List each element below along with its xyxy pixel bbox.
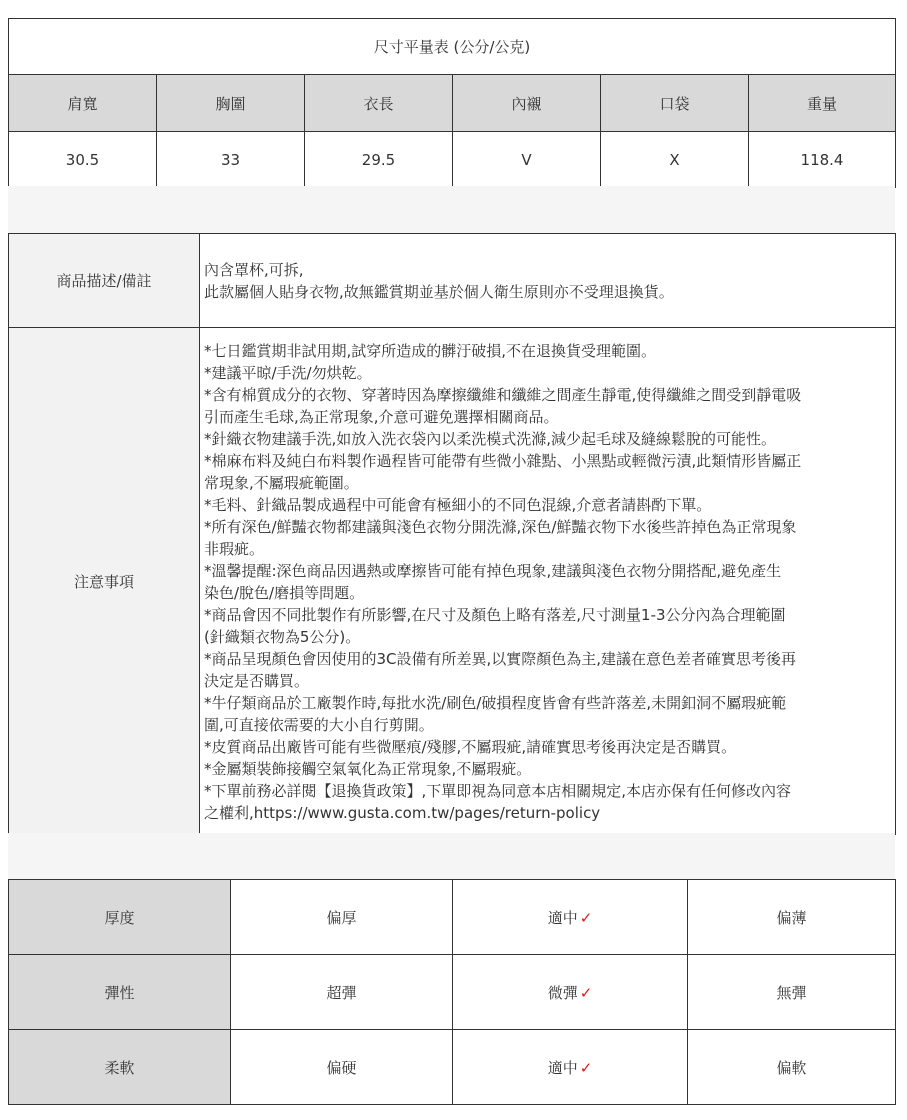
- feel-label: 彈性: [9, 955, 231, 1030]
- notice-line: *皮質商品出廠皆可能有些微壓痕/殘膠,不屬瑕疵,請確實思考後再決定是否購買。: [204, 738, 737, 756]
- notice-line: *牛仔類商品於工廠製作時,每批水洗/刷色/破損程度皆會有些許落差,未開釦洞不屬瑕疵範: [204, 694, 787, 712]
- header-length: 衣長: [305, 75, 453, 132]
- notice-line: *商品會因不同批製作有所影響,在尺寸及顏色上略有落差,尺寸測量1-3公分內為合理範圍: [204, 606, 786, 624]
- feel-option: 適中 ✓: [453, 1030, 688, 1105]
- value-pocket: X: [601, 132, 749, 188]
- feel-option: 偏薄: [688, 880, 896, 955]
- notice-label: 注意事項: [9, 328, 200, 835]
- feel-option: 微彈 ✓: [453, 955, 688, 1030]
- header-lining: 內襯: [453, 75, 601, 132]
- description-label: 商品描述/備註: [9, 234, 200, 328]
- description-table: [8, 233, 896, 835]
- value-lining: V: [453, 132, 601, 188]
- feel-option: 無彈: [688, 955, 896, 1030]
- notice-line: *商品呈現顏色會因使用的3C設備有所差異,以實際顏色為主,建議在意色差者確實思考後再: [204, 650, 797, 668]
- notice-line: *溫馨提醒:深色商品因遇熱或摩擦皆可能有掉色現象,建議與淺色衣物分開搭配,避免產生: [204, 562, 782, 580]
- notice-line: (針織類衣物為5公分)。: [204, 628, 361, 646]
- notice-line: 決定是否購買。: [204, 672, 310, 690]
- feel-row-thickness: [9, 880, 896, 955]
- feel-row-softness: [9, 1030, 896, 1105]
- size-table: [8, 18, 896, 188]
- notice-line: *棉麻布料及純白布料製作過程皆可能帶有些微小雜點、小黑點或輕微污漬,此類情形皆屬正: [204, 452, 802, 470]
- section-gap: [8, 186, 895, 233]
- feel-option: 超彈: [231, 955, 453, 1030]
- notice-line: *下單前務必詳閱【退換貨政策】,下單即視為同意本店相關規定,本店亦保有任何修改內容: [204, 782, 792, 800]
- feel-row-elasticity: [9, 955, 896, 1030]
- feel-label: 厚度: [9, 880, 231, 955]
- notice-line: 圍,可直接依需要的大小自行剪開。: [204, 716, 434, 734]
- description-line: 此款屬個人貼身衣物,故無鑑賞期並基於個人衛生原則亦不受理退換貨。: [204, 282, 674, 301]
- check-mark-icon: ✓: [579, 1058, 593, 1077]
- feel-option: 偏軟: [688, 1030, 896, 1105]
- header-pocket: 口袋: [601, 75, 749, 132]
- check-mark-icon: ✓: [579, 983, 593, 1002]
- notice-text: [200, 328, 896, 835]
- notice-line: 非瑕疵。: [204, 540, 265, 558]
- description-line: 內含罩杯,可拆,: [204, 260, 304, 279]
- description-text: [200, 234, 896, 328]
- fabric-feel-table: [8, 879, 896, 1105]
- header-chest: 胸圍: [157, 75, 305, 132]
- value-shoulder: 30.5: [9, 132, 157, 188]
- value-length: 29.5: [305, 132, 453, 188]
- notice-line: 染色/脫色/磨損等問題。: [204, 584, 365, 602]
- value-weight: 118.4: [749, 132, 896, 188]
- check-mark-icon: ✓: [579, 908, 593, 927]
- header-weight: 重量: [749, 75, 896, 132]
- notice-line: 常現象,不屬瑕疵範圍。: [204, 474, 359, 492]
- section-gap: [8, 833, 895, 879]
- notice-line: *含有棉質成分的衣物、穿著時因為摩擦纖維和纖維之間產生靜電,使得纖維之間受到靜電吸: [204, 386, 802, 404]
- feel-label: 柔軟: [9, 1030, 231, 1105]
- notice-line: *金屬類裝飾接觸空氣氧化為正常現象,不屬瑕疵。: [204, 760, 532, 778]
- value-chest: 33: [157, 132, 305, 188]
- feel-option: 適中 ✓: [453, 880, 688, 955]
- notice-line: *針織衣物建議手洗,如放入洗衣袋內以柔洗模式洗滌,減少起毛球及縫線鬆脫的可能性。: [204, 430, 777, 448]
- size-table-title: 尺寸平量表 (公分/公克): [9, 19, 896, 75]
- notice-line: 引而產生毛球,為正常現象,介意可避免選擇相關商品。: [204, 408, 559, 426]
- notice-line: *七日鑑賞期非試用期,試穿所造成的髒汙破損,不在退換貨受理範圍。: [204, 342, 657, 360]
- feel-option: 偏硬: [231, 1030, 453, 1105]
- notice-line: *所有深色/鮮豔衣物都建議與淺色衣物分開洗滌,深色/鮮豔衣物下水後些許掉色為正常現象: [204, 518, 797, 536]
- notice-line: *毛料、針織品製成過程中可能會有極細小的不同色混線,介意者請斟酌下單。: [204, 496, 712, 514]
- feel-option: 偏厚: [231, 880, 453, 955]
- notice-line: *建議平晾/手洗/勿烘乾。: [204, 364, 372, 382]
- header-shoulder: 肩寬: [9, 75, 157, 132]
- policy-link-line: 之權利,https://www.gusta.com.tw/pages/return-policy: [204, 804, 601, 822]
